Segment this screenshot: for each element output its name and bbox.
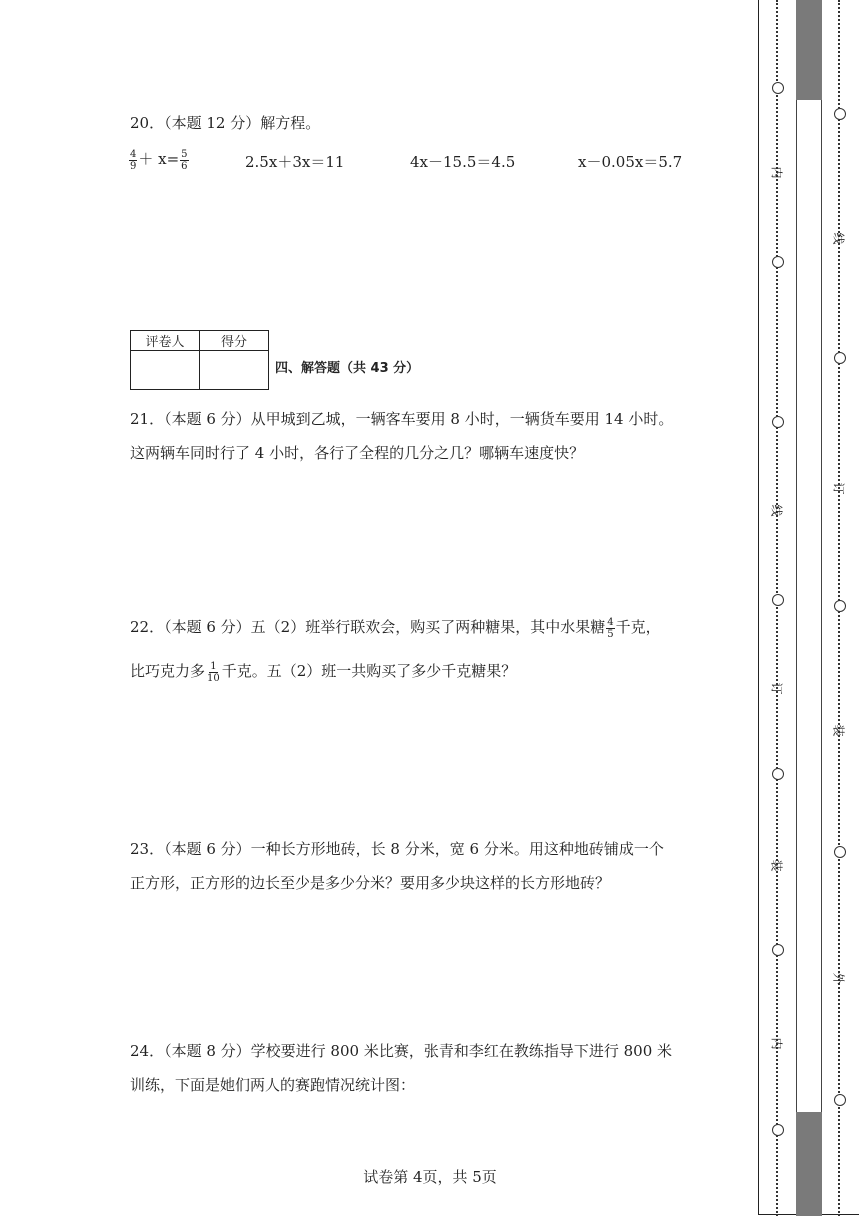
fraction: $\frac{4}{5}$: [607, 616, 614, 640]
score-cell: [200, 351, 269, 390]
binding-hole: [834, 108, 846, 120]
q24-line-2: 训练，下面是她们两人的赛跑情况统计图：: [130, 1076, 416, 1094]
inner-dotted-line: [776, 0, 780, 1216]
score-header: 得分: [200, 331, 269, 351]
q21-line-2: 这两辆车同时行了 4 小时，各行了全程的几分之几？哪辆车速度快？: [130, 444, 585, 462]
q20-header: 20．（本题 12 分）解方程。: [130, 114, 321, 132]
margin-mark-outer: 外: [831, 972, 846, 985]
q21-line-1: 21．（本题 6 分）从甲城到乙城，一辆客车要用 8 小时，一辆货车要用 14 小时。: [130, 410, 674, 428]
q22-line-2: 比巧克力多 $\frac{1}{10}$ 千克。五（2）班一共购买了多少千克糖果？: [130, 660, 517, 684]
q20-equation-4: x－0.05x＝5.7: [578, 153, 683, 171]
margin-mark-inner: 内: [769, 166, 784, 179]
binding-hole: [772, 256, 784, 268]
binding-column: [796, 100, 822, 1112]
margin-mark-outer: 线: [831, 232, 846, 245]
q20-equation-3: 4x－15.5＝4.5: [410, 153, 516, 171]
gray-bar-top: [796, 0, 822, 100]
binding-hole: [834, 1094, 846, 1106]
q20-equation-1: $\frac{4}{9}$ ＋ x= $\frac{5}{6}$: [130, 148, 188, 172]
section-title: 四、解答题（共 43 分）: [275, 361, 420, 376]
fraction: $\frac{4}{9}$: [130, 148, 137, 172]
reviewer-cell: [131, 351, 200, 390]
margin-mark-outer: 订: [831, 482, 846, 495]
page-footer: 试卷第 4页，共 5页: [363, 1168, 497, 1186]
fraction: $\frac{5}{6}$: [181, 148, 188, 172]
binding-hole: [772, 416, 784, 428]
binding-hole: [834, 846, 846, 858]
margin-mark-inner: 装: [769, 859, 784, 872]
binding-hole: [772, 82, 784, 94]
margin-mark-inner: 线: [769, 504, 784, 517]
q20-equation-2: 2.5x＋3x＝11: [245, 153, 345, 171]
binding-hole: [772, 1124, 784, 1136]
q22-line-1: 22．（本题 6 分）五（2）班举行联欢会，购买了两种糖果，其中水果糖 $\frac{4}{5}$ 千克，: [130, 616, 661, 640]
score-table: [130, 330, 269, 390]
gray-bar-bottom: [796, 1112, 822, 1216]
margin-mark-inner: 订: [769, 682, 784, 695]
fraction: $\frac{1}{10}$: [207, 660, 220, 684]
q24-line-1: 24．（本题 8 分）学校要进行 800 米比赛，张青和李红在教练指导下进行 800 米: [130, 1042, 673, 1060]
binding-hole: [772, 768, 784, 780]
margin-mark-inner: 内: [769, 1037, 784, 1050]
margin-mark-outer: 装: [831, 724, 846, 737]
binding-hole: [834, 600, 846, 612]
binding-hole: [834, 352, 846, 364]
binding-hole: [772, 594, 784, 606]
reviewer-header: 评卷人: [131, 331, 200, 351]
binding-hole: [772, 944, 784, 956]
q23-line-1: 23．（本题 6 分）一种长方形地砖，长 8 分米，宽 6 分米。用这种地砖铺成一个: [130, 840, 664, 858]
q23-line-2: 正方形，正方形的边长至少是多少分米？要用多少块这样的长方形地砖？: [130, 874, 611, 892]
